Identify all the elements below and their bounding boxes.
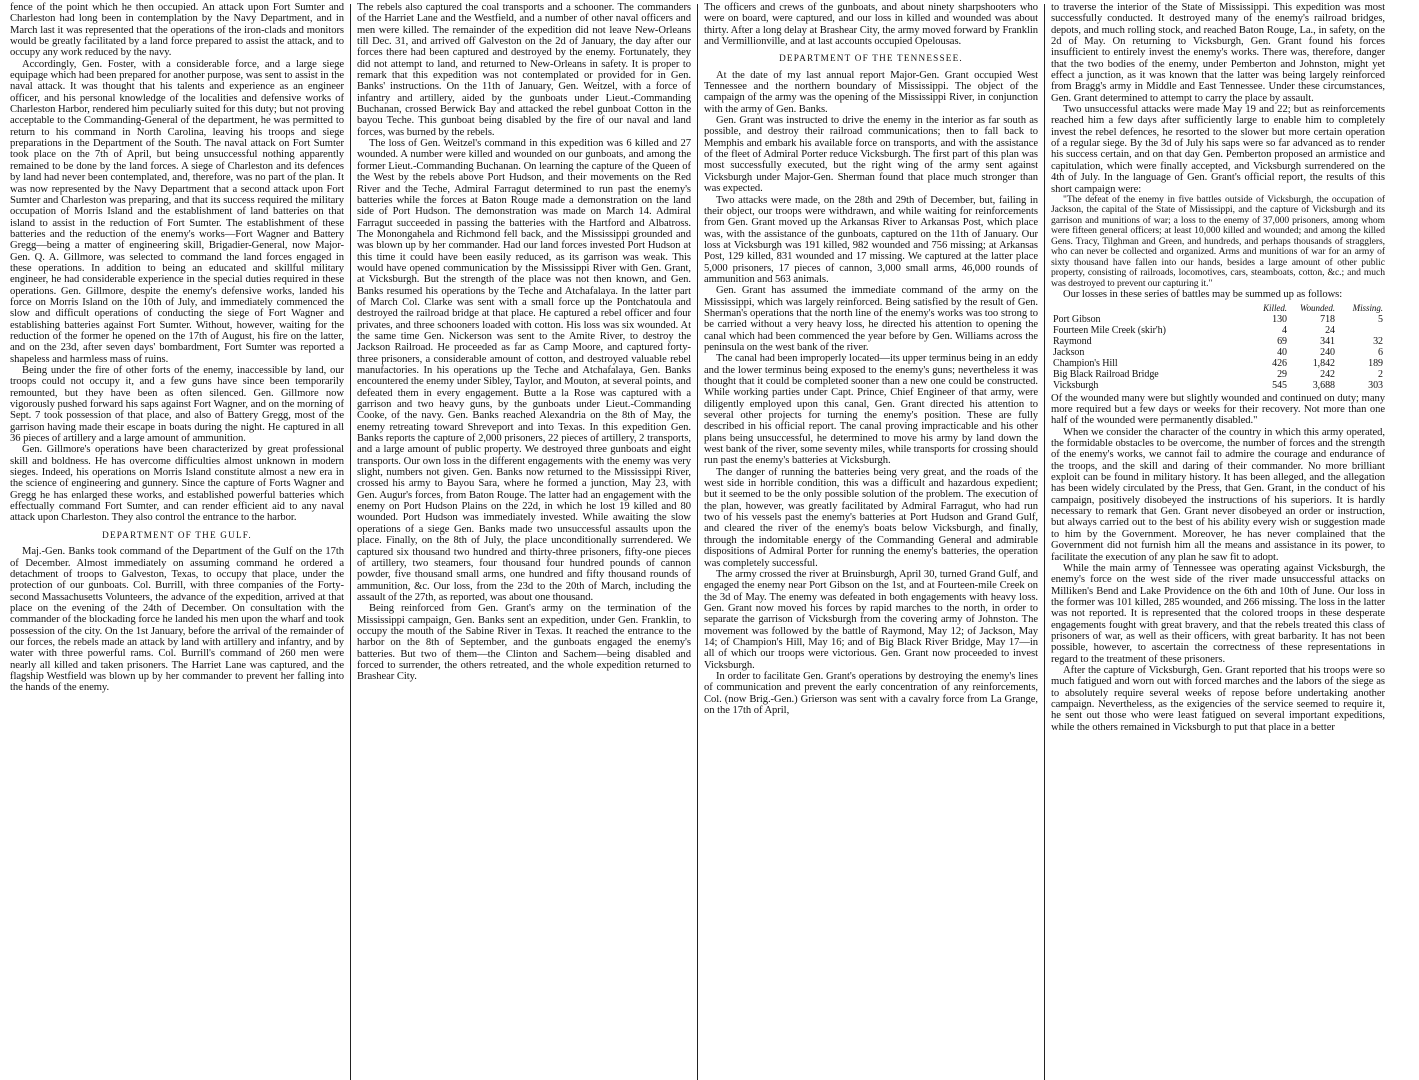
table-header: Missing. [1352,302,1383,313]
table-row [1051,380,1385,391]
paragraph: The danger of running the batteries being very great, and the roads of the west side in horrible condition, this was a difficult and hazardous expedient; but it seemed to be the only possible solution of the problem. The execution of the plan, however, was greatly facilitated by Admiral Farragut, who had run two of his vessels past the enemy's batteries at Port Hudson and Grand Gulf, and cleared the river of the enemy's boats below Vicksburgh, and finally, through the indomitable energy of the Commanding General and admirable dispositions of Admiral Porter for running the enemy's batteries, the operation was completely successful. [704,466,1038,569]
paragraph: Two unsuccessful attacks were made May 19 and 22; but as reinforcements reached him a few days after sufficiently large to enable him to completely invest the rebel defences, he resorted to the slower but more certain operation of a regular siege. By the 3d of July his saps were so far advanced as to render his success certain, and on that day Gen. Pemberton proposed an armistice and capitulation, which were finally accepted, and Vicksburgh surrendered on the 4th of July. In the language of Gen. Grant's official report, the results of this short campaign were: [1051,104,1385,195]
table-cell-missing: 32 [1373,335,1383,347]
table-cell-killed: 29 [1277,368,1287,380]
paragraph: Being reinforced from Gen. Grant's army on the termination of the Mississippi campaign, Gen. Banks sent an expedition, under Gen. Franklin, to occupy the mouth of the Sabine River in Texas. It reached the entrance to the harbor on the 8th of September, and the gunboats engaged the enemy's batteries. But two of them—the Clinton and Sachem—being disabled and forced to surrender, the others retreated, and the whole expedition returned to Brashear City. [357,603,691,683]
table-row [1051,347,1385,358]
paragraph: Maj.-Gen. Banks took command of the Department of the Gulf on the 17th of December. Almost immediately on assuming command he ordered a detachment of troops to Galveston, Texas, to occupy that place, under the protection of our gunboats. Col. Burrill, with three companies of the Forty-second Massachusetts Volunteers, the advance of the expedition, arrived at that place on the evening of the 24th of December. On consultation with the commander of the blockading force he landed his men upon the wharf and took possession of the city. On the 1st January, before the arrival of the remainder of our forces, the rebels made an attack by land with artillery and infantry, and by water with three powerful rams. Col. Burrill's command of 260 men were nearly all killed and taken prisoners. The Harriet Lane was captured, and the flagship Westfield was blown up by her commander to prevent her falling into the hands of the enemy. [10,546,344,694]
table-cell-wounded: 3,688 [1312,379,1335,391]
paragraph: The rebels also captured the coal transports and a schooner. The commanders of the Harriet Lane and the Westfield, and a number of other naval officers and men were killed. The remainder of the expedition did not leave New-Orleans till Dec. 31, and arrived off Galveston on the 2d of January, the day after our forces there had been captured and destroyed by the enemy. Fortunately, they did not attempt to land, and returned to New-Orleans in safety. It is proper to remark that this expedition was not contemplated or provided for in Gen. Banks' instructions. On the 11th of January, Gen. Weitzel, with a force of infantry and artillery, aided by the gunboats under Lieut.-Commanding Buchanan, crossed Berwick Bay and attacked the rebel gunboat Cotton in the bayou Teche. This gunboat being disabled by the fire of our naval and land forces, was burned by the rebels. [357,2,691,138]
table-row [1051,369,1385,380]
text-column-1 [4,2,350,1080]
table-cell-place: Jackson [1053,346,1085,358]
table-cell-missing: 6 [1378,346,1383,358]
table-cell-wounded: 240 [1320,346,1335,358]
table-cell-missing: 303 [1368,379,1383,391]
table-header: Killed. [1263,302,1287,313]
paragraph: Accordingly, Gen. Foster, with a considerable force, and a large siege equipage which had been prepared for another purpose, was sent to assist in the naval attack. It was thought that his talents and experience as an engineer officer, and his personal knowledge of the localities and defensive works of Charleston Harbor, rendered him peculiarly suited for this duty; but not proving acceptable to the Commanding-General of the department, he was permitted to return to his command in North Carolina, leaving his troops and siege preparations in the Department of the South. The naval attack on Fort Sumter took place on the 7th of April, but being unsuccessful nothing apparently remained to be done by the land forces. A siege of Charleston and its defences by land had never been contemplated, and, therefore, was no part of the plan. It was now represented by the Navy Department that a second attack upon Fort Sumter and Charleston was preparing, and that its success required the military occupation of Morris Island and the establishment of land batteries on that island to assist in the reduction of Fort Sumter. The establishment of these batteries and the reduction of the enemy's works—Fort Wagner and Battery Gregg—being a matter of engineering skill, Brigadier-General, now Major-Gen. Q. A. Gillmore, was selected to command the land forces engaged in these operations. In addition to being an educated and skillful military engineer, he had considerable experience in the special duties required in these operations. Gen. Gillmore, despite the enemy's defensive works, landed his force on Morris Island on the 10th of July, and immediately commenced the slow and difficult operations of conducting the siege of Fort Wagner and establishing batteries against Fort Sumter. Without, however, waiting for the reduction of the former he opened on the 17th of August, his fire on the latter, and on the 23d, after seven days' bombardment, Fort Sumter was reported a shapeless and harmless mass of ruins. [10,58,344,365]
paragraph: The army crossed the river at Bruinsburgh, April 30, turned Grand Gulf, and engaged the enemy near Port Gibson on the 1st, and at Fourteen-mile Creek on the 3d of May. The enemy was defeated in both engagements with heavy loss. Gen. Grant now moved his forces by rapid marches to the north, in order to separate the garrison of Vicksburgh from the covering army of Johnston. The movement was followed by the battle of Raymond, May 12; of Jackson, May 14; of Champion's Hill, May 16; and of Big Black River Bridge, May 17—in all of which our troops were victorious. Gen. Grant now proceeded to invest Vicksburgh. [704,568,1038,671]
table-cell-killed: 69 [1277,335,1287,347]
paragraph: While the main army of Tennessee was operating against Vicksburgh, the enemy's force on the west side of the river made unsuccessful attacks on Milliken's Bend and Lake Providence on the 6th and 10th of June. Our loss in the former was 101 killed, 285 wounded, and 266 missing. The loss in the latter was not reported. It is represented that the colored troops in these desperate engagements fought with great bravery, and that the rebels treated this class of prisoners of war, as well as their officers, with great barbarity. It has not been possible, however, to ascertain the correctness of these representations in regard to the treatment of these prisoners. [1051,562,1385,665]
paragraph: Of the wounded many were but slightly wounded and continued on duty; many more required but a few days or weeks for their recovery. Not more than one half of the wounded were permanently disabled." [1051,392,1385,427]
table-row [1051,336,1385,347]
table-cell-place: Fourteen Mile Creek (skir'h) [1053,324,1166,336]
paragraph: Gen. Grant has assumed the immediate command of the army on the Mississippi, which was largely reinforced. Being satisfied by the result of Gen. Sherman's operations that the north line of the enemy's works was too strong to be carried without a very heavy loss, he directed his attention to opening the canal which had been commenced the year before by Gen. Williams across the peninsula on the west bank of the river. [704,285,1038,353]
text-column-3 [698,2,1044,1080]
table-cell-killed: 130 [1272,313,1287,325]
table-header: Wounded. [1299,302,1335,313]
table-cell-place: Big Black Railroad Bridge [1053,368,1159,380]
section-heading: DEPARTMENT OF THE GULF. [102,529,252,540]
table-cell-place: Champion's Hill [1053,357,1118,369]
table-cell-killed: 426 [1272,357,1287,369]
paragraph: Gen. Grant was instructed to drive the enemy in the interior as far south as possible, and destroy their railroad communications; then to fall back to Memphis and embark his available force on transports, and with the assistance of the fleet of Admiral Porter reduce Vicksburgh. The first part of this plan was most successfully executed, but the right wing of the army sent against Vicksburgh under Major-Gen. Sherman found that place much stronger than was expected. [704,115,1038,195]
paragraph: Our losses in these series of battles may be summed up as follows: [1063,289,1343,301]
paragraph: After the capture of Vicksburgh, Gen. Grant reported that his troops were so much fatigued and worn out with forced marches and the labors of the siege as to absolutely require several weeks of repose before undertaking another campaign. Nevertheless, as the exigencies of the service seemed to require it, he sent out those who were least fatigued on several important expeditions, while the others remained in Vicksburgh to put that place in a better [1051,664,1385,733]
table-cell-wounded: 718 [1320,313,1335,325]
paragraph: The officers and crews of the gunboats, and about ninety sharpshooters who were on board, were captured, and our loss in killed and wounded was about thirty. After a long delay at Brashear City, the army moved forward by Franklin and Vermillionville, and at last accounts occupied Opelousas. [704,2,1038,48]
paragraph: fence of the point which he then occupied. An attack upon Fort Sumter and Charleston had long been in contemplation by the Navy Department, and in March last it was represented that the operations of the iron-clads and monitors would be greatly facilitated by a land force prepared to assist the attack, and to occupy any work reduced by the navy. [10,2,344,59]
paragraph: Being under the fire of other forts of the enemy, inaccessible by land, our troops could not occupy it, and a few guns have since been temporarily remounted, but they have been as often silenced. Gen. Gillmore now vigorously pushed forward his saps against Fort Wagner, and on the morning of Sept. 7 took possession of that place, and also of Battery Gregg, most of the garrison having made their escape in boats during the night. He captured in all 36 pieces of artillery and a large amount of ammunition. [10,365,344,445]
table-cell-place: Vicksburgh [1053,379,1099,391]
table-cell-missing: 2 [1378,368,1383,380]
table-cell-killed: 545 [1272,379,1287,391]
paragraph: In order to facilitate Gen. Grant's operations by destroying the enemy's lines of communication and prevent the early concentration of any reinforcements, Col. (now Brig.-Gen.) Grierson was sent with a cavalry force from La Grange, on the 17th of April, [704,670,1038,716]
table-row [1051,358,1385,369]
text-column-4 [1045,2,1391,1080]
table-cell-place: Port Gibson [1053,313,1101,325]
section-heading: DEPARTMENT OF THE TENNESSEE. [779,53,963,64]
table-cell-missing [1337,325,1385,336]
table-cell-missing: 5 [1378,313,1383,325]
quoted-paragraph: "The defeat of the enemy in five battles outside of Vicksburgh, the occupation of Jackson, the capital of the State of Mississippi, and the capture of Vicksburgh and its garrison and munitions of war; a loss to the enemy of 37,000 prisoners, among whom were fifteen general officers; at least 10,000 killed and wounded; and among the killed Gens. Tracy, Tilghman and Green, and hundreds, and perhaps thousands of stragglers, who can never be collected and organized. Arms and munitions of war for an army of sixty thousand have fallen into our hands, besides a large amount of other public property, consisting of railroads, locomotives, cars, steamboats, cotton, &c.; and much was destroyed to prevent our capturing it." [1051,193,1385,289]
paragraph: The canal had been improperly located—its upper terminus being in an eddy and the lower terminus being exposed to the enemy's guns; nevertheless it was thought that it could be completed sooner than a new one could be constructed. While working parties under Capt. Prince, Chief Engineer of that army, were diligently employed upon this canal, Gen. Grant directed his attention to several other projects for turning the enemy's position. These are fully described in his official report. The canal proving impracticable and his other plans being unsuccessful, he determined to move his army by land down the west bank of the river, some seventy miles, while transports for crossing should run past the enemy's batteries at Vicksburgh. [704,353,1038,467]
table-cell-killed: 40 [1277,346,1287,358]
table-cell-wounded: 1,842 [1312,357,1335,369]
table-cell-wounded: 242 [1320,368,1335,380]
paragraph: Gen. Gillmore's operations have been characterized by great professional skill and boldness. He has overcome difficulties almost unknown in modern sieges. Indeed, his operations on Morris Island constitute almost a new era in the science of engineering and gunnery. Since the capture of Forts Wagner and Gregg he has enlarged these works, and established powerful batteries which effectually command Fort Sumter, and can render efficient aid to any naval attack upon Charleston. They also control the entrance to the harbor. [10,444,344,524]
table-row [1051,314,1385,325]
table-cell-missing: 189 [1368,357,1383,369]
table-cell-place: Raymond [1053,335,1092,347]
paragraph: At the date of my last annual report Major-Gen. Grant occupied West Tennessee and the northern boundary of Mississippi. The object of the campaign of the army was the opening of the Mississippi River, in conjunction with the army of Gen. Banks. [704,69,1038,115]
losses-table [1051,303,1385,391]
table-cell-killed: 4 [1282,324,1287,336]
table-cell-wounded: 24 [1325,324,1335,336]
paragraph: When we consider the character of the country in which this army operated, the formidable obstacles to be overcome, the number of forces and the strength of the enemy's works, we cannot fail to admire the courage and endurance of the troops, and the skill and daring of their commander. No more brilliant exploit can be found in military history. It has been alleged, and the allegation has been widely circulated by the Press, that Gen. Grant, in the conduct of his campaign, positively disobeyed the instructions of his superiors. It is hardly necessary to remark that Gen. Grant never disobeyed an order or instruction, but always carried out to the best of his ability every wish or suggestion made to him by the Government. Moreover, he has never complained that the Government did not furnish him all the means and assistance in its power, to facilitate the execution of any plan he saw fit to adopt. [1051,426,1385,563]
paragraph: The loss of Gen. Weitzel's command in this expedition was 6 killed and 27 wounded. A number were killed and wounded on our gunboats, and among the former Lieut.-Commanding Buchanan. On learning the capture of the Queen of the West by the rebels above Port Hudson, and their movements on the Red River and the Teche, Admiral Farragut determined to run past the enemy's batteries while the forces at Baton Rouge made a demonstration on the land side of Port Hudson. The demonstration was made on March 14. Admiral Farragut succeeded in passing the batteries with the Hartford and Albatross. The Monongahela and Richmond fell back, and the Mississippi grounded and was blown up by her commander. Had our land forces invested Port Hudson at this time it could have been easily reduced, as its garrison was weak. This would have opened communication by the Mississippi River with Gen. Grant, at Vicksburgh. But the strength of the place was not then known, and Gen. Banks resumed his operations by the Teche and Atchafalaya. In the latter part of March Col. Clarke was sent with a small force up the Pontchatoula and destroyed the railroad bridge at that place. He captured a rebel officer and four privates, and three schooners loaded with cotton. His loss was six wounded. At the same time Gen. Nickerson was sent to the Amite River, to destroy the Jackson Railroad. He proceeded as far as Camp Moore, and captured forty-three prisoners, a considerable amount of cotton, and destroyed valuable rebel manufactories. In his operations up the Teche and Atchafalaya, Gen. Banks encountered the enemy under Sibley, Taylor, and Mouton, at several points, and defeated them in every engagement. Butte a la Rose was captured with a garrison and two heavy guns, by the gunboats under Lieut.-Commanding Cooke, of the navy. Gen. Banks reached Alexandria on the 8th of May, the enemy retreating toward Shreveport and into Texas. In this expedition Gen. Banks reports the capture of 2,000 prisoners, 22 pieces of artillery, 2 transports, and a large amount of public property. We destroyed three gunboats and eight transports. Our own loss in the different engagements with the enemy was very slight, numbers not given. Gen. Banks now returned to the Mississippi River, crossed his army to Bayou Sara, where he formed a junction, May 23, with Gen. Augur's forces, from Baton Rouge. The latter had an engagement with the enemy on Port Hudson Plains on the 22d, in which he lost 19 killed and 80 wounded. Port Hudson was immediately invested. While awaiting the slow operations of a siege Gen. Banks made two unsuccessful assaults upon the place. Finally, on the 8th of July, the place unconditionally surrendered. We captured six thousand two hundred and thirty-three prisoners, fifty-one pieces of artillery, two steamers, four thousand four hundred pounds of cannon powder, five thousand small arms, one hundred and fifty thousand rounds of ammunition, &c. Our loss, from the 23d to the 20th of March, including the assault of the 27th, as reported, was about one thousand. [357,138,691,603]
paragraph: to traverse the interior of the State of Mississippi. This expedition was most successfully conducted. It destroyed many of the enemy's railroad bridges, depots, and much rolling stock, and reached Baton Rouge, La., in safety, on the 2d of May. On returning to Vicksburgh, Gen. Grant found his forces insufficient to entirely invest the enemy's works. There was, therefore, danger that the two bodies of the enemy, under Pemberton and Johnston, might yet effect a junction, as it was known that the latter was being largely reinforced from Bragg's army in Middle and East Tennessee. Under these circumstances, Gen. Grant determined to attempt to carry the place by assault. [1051,2,1385,104]
table-row [1051,325,1385,336]
text-column-2 [351,2,697,1080]
table-cell-wounded: 341 [1320,335,1335,347]
paragraph: Two attacks were made, on the 28th and 29th of December, but, failing in their object, our troops were withdrawn, and while waiting for reinforcements from Gen. Grant moved up the Arkansas River to Arkansas Post, which place was, with the assistance of the gunboats, captured on the 11th of January. Our loss at Vicksburgh was 191 killed, 982 wounded and 756 missing; at Arkansas Post, 129 killed, 831 wounded and 17 missing. We captured at the latter place 5,000 prisoners, 17 pieces of cannon, 3,000 small arms, 46,000 rounds of ammunition and 563 animals. [704,194,1038,285]
